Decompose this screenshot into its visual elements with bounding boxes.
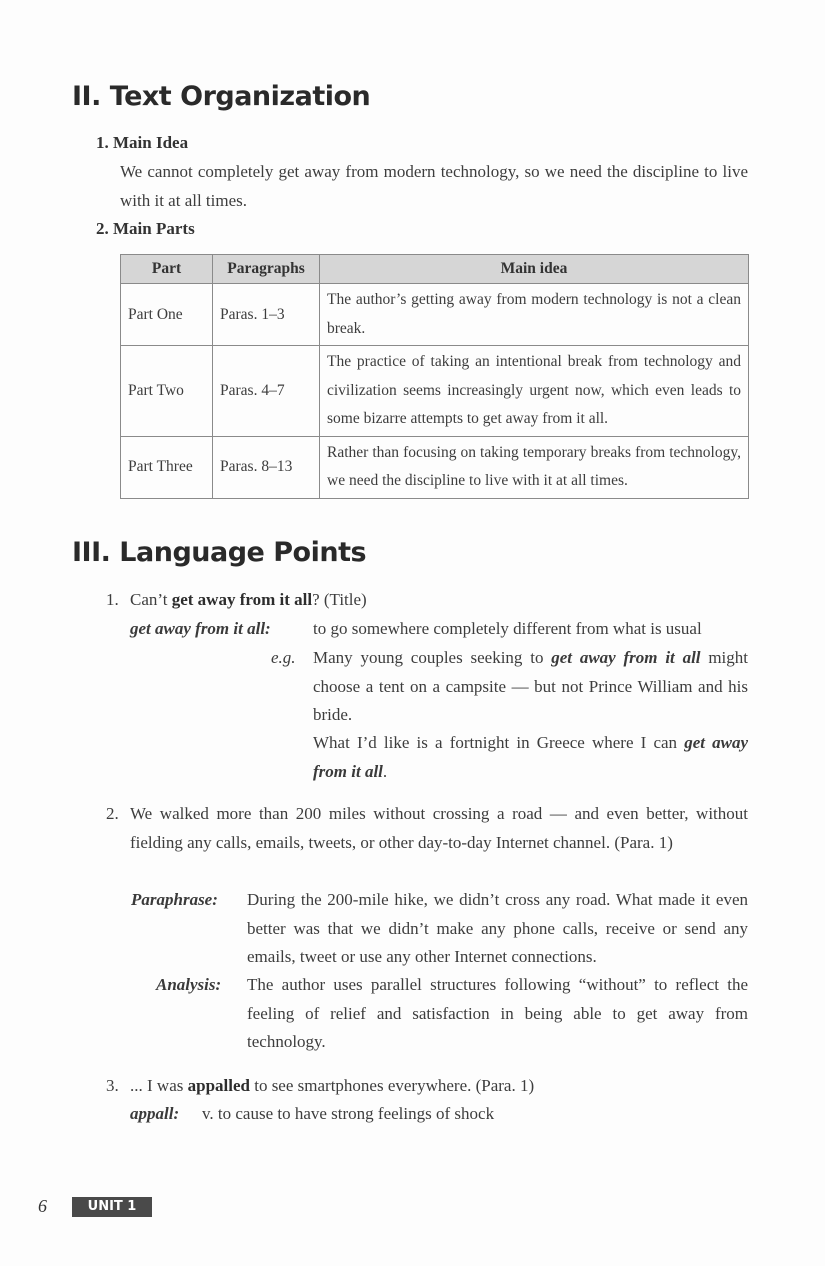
point-1-sentence — [130, 586, 367, 615]
table-cell-main-idea: The author’s getting away from modern technology is not a clean break. — [320, 284, 749, 346]
key-phrase: get away from it all — [171, 590, 313, 609]
term-definition: v. to cause to have strong feelings of shock — [202, 1104, 495, 1123]
example-phrase: get away from it all — [551, 648, 701, 667]
unit-badge: UNIT 1 — [72, 1197, 152, 1217]
sentence-text: ... I was — [130, 1076, 188, 1095]
table-cell-paragraphs: Paras. 1–3 — [213, 284, 320, 346]
point-3-sentence — [130, 1072, 534, 1101]
example-label: e.g. — [271, 648, 296, 667]
sentence-text: Can’t — [130, 590, 172, 609]
sentence-text: to see smartphones everywhere. (Para. 1) — [249, 1076, 535, 1095]
term-label: appall: — [130, 1104, 180, 1123]
table-cell-paragraphs: Paras. 8–13 — [213, 436, 320, 498]
table-header: Paragraphs — [213, 255, 320, 284]
table-header: Part — [121, 255, 213, 284]
section-heading-text-organization: II. Text Organization — [72, 81, 371, 112]
example-text: might choose a tent on a campsite — but not Prince William and his bride. — [313, 648, 749, 724]
example-text: Many young couples seeking to — [313, 648, 552, 667]
point-number: 1. — [106, 590, 119, 609]
table-cell-part: Part One — [121, 284, 213, 346]
example-text: What I’d like is a fortnight in Greece where I can — [313, 733, 685, 752]
analysis-text: The author uses parallel structures following “without” to reflect the feeling of relief and satisfaction in being able to get away from technology. — [247, 975, 748, 1051]
example-text: . — [382, 761, 388, 781]
point-2-sentence: We walked more than 200 miles without crossing a road — and even better, without fielding any calls, emails, tweets, or other day-to-day Internet channel. (Para. 1) — [130, 804, 748, 852]
sentence-text: ? (Title) — [312, 590, 367, 609]
term-definition: to go somewhere completely different from what is usual — [313, 619, 702, 638]
table-header-row — [121, 255, 749, 284]
paraphrase-label: Paraphrase: — [131, 890, 218, 909]
table-header: Main idea — [320, 255, 749, 284]
key-phrase: appalled — [187, 1076, 250, 1095]
table-row — [121, 346, 749, 437]
table-row — [121, 436, 749, 498]
main-parts-table — [120, 254, 749, 499]
table-cell-part: Part Three — [121, 436, 213, 498]
table-cell-main-idea: The practice of taking an intentional break from technology and civilization seems increasingly urgent now, which even leads to some bizarre attempts to get away from it all. — [320, 346, 749, 437]
table-cell-part: Part Two — [121, 346, 213, 437]
main-idea-label: 1. Main Idea — [96, 133, 189, 152]
example-2 — [313, 729, 748, 786]
analysis-label: Analysis: — [156, 975, 222, 994]
table-cell-main-idea: Rather than focusing on taking temporary breaks from technology, we need the discipline to live with it at all times. — [320, 436, 749, 498]
page-number: 6 — [38, 1196, 47, 1216]
main-parts-label: 2. Main Parts — [96, 219, 195, 238]
example-1 — [313, 644, 748, 730]
table-cell-paragraphs: Paras. 4–7 — [213, 346, 320, 437]
point-number: 3. — [106, 1076, 119, 1095]
main-idea-text: We cannot completely get away from modern technology, so we need the discipline to live with it at all times. — [120, 162, 748, 210]
paraphrase-text: During the 200-mile hike, we didn’t cross any road. What made it even better was that we didn’t make any phone calls, receive or send any emails, tweet or use any other Internet connections. — [247, 890, 748, 966]
term-label: get away from it all: — [130, 619, 271, 638]
section-heading-language-points: III. Language Points — [72, 537, 367, 568]
example-phrase: get away from it all — [313, 733, 748, 781]
point-number: 2. — [106, 804, 119, 823]
table-row — [121, 284, 749, 346]
